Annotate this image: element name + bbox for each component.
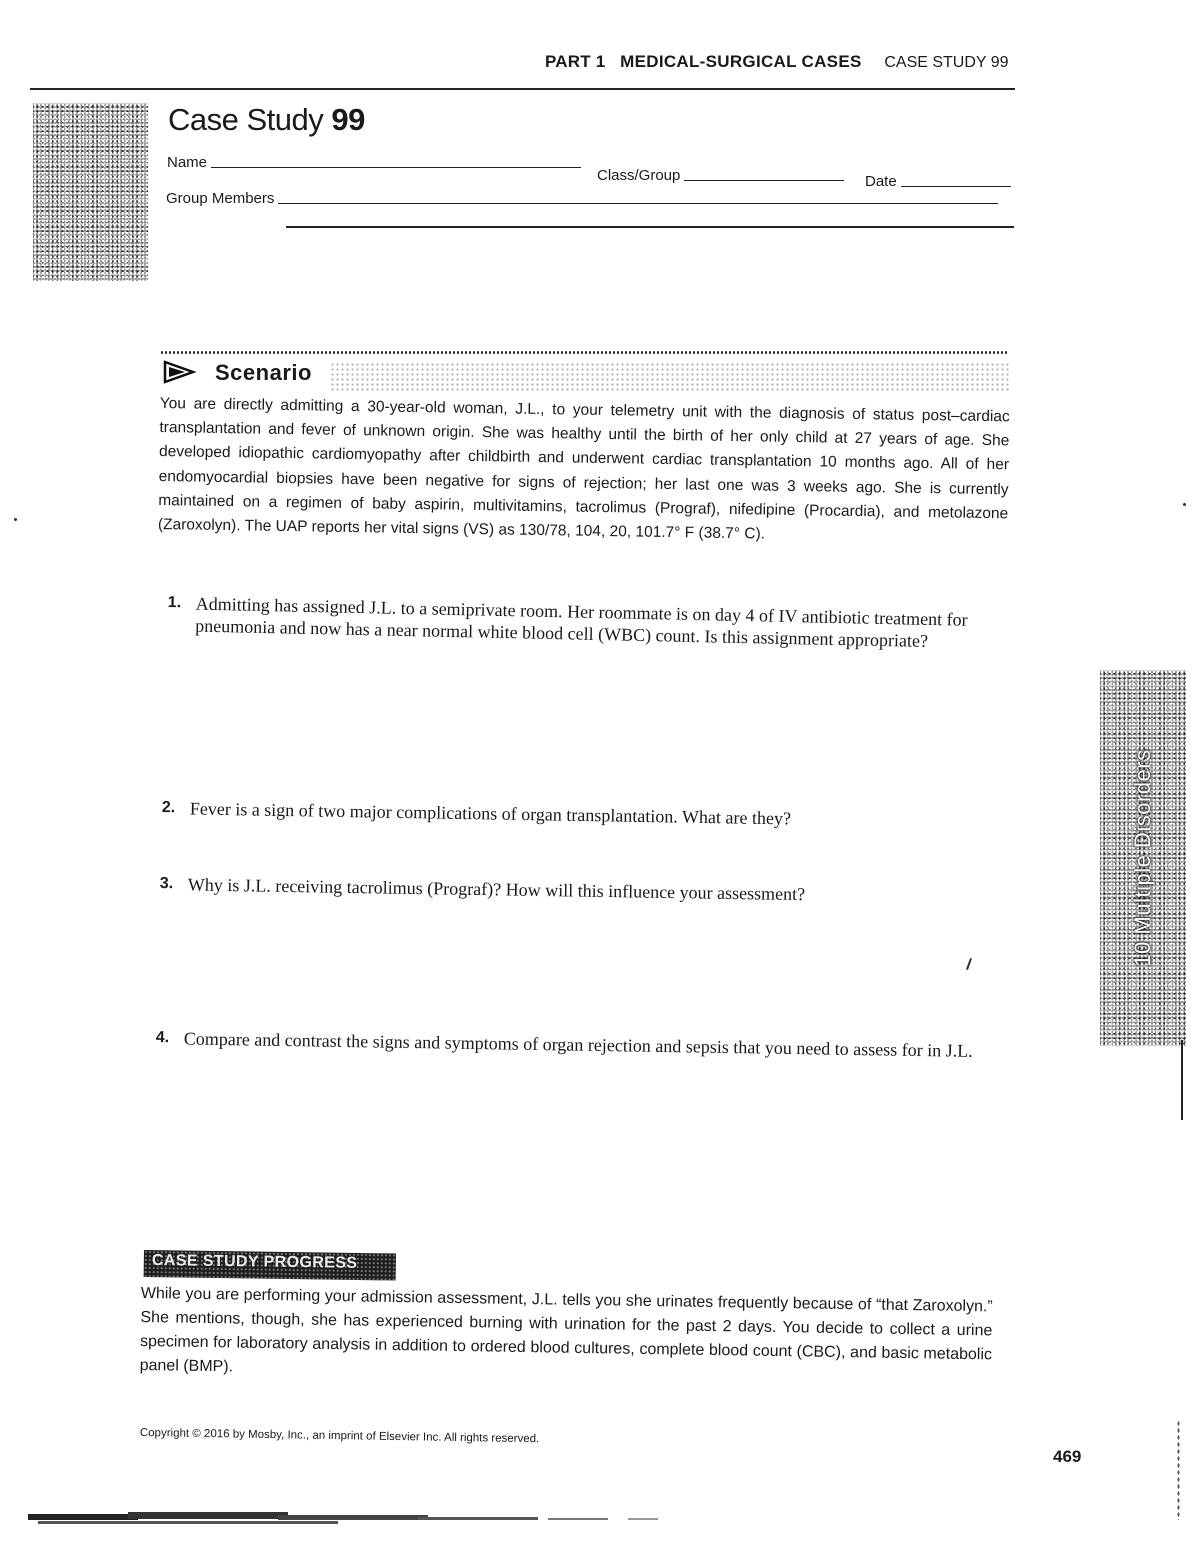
class-group-label: Class/Group <box>597 167 681 184</box>
date-blank[interactable] <box>901 185 1011 187</box>
name-label: Name <box>167 154 208 171</box>
group-members-field[interactable] <box>166 190 1004 207</box>
chapter-side-tab-label: 10 Multiple Disorders <box>1130 749 1155 967</box>
class-group-blank[interactable] <box>684 179 844 181</box>
running-header <box>545 52 1009 72</box>
question-2 <box>162 797 982 833</box>
class-group-field[interactable] <box>597 167 850 184</box>
part-label: PART 1 <box>545 52 606 71</box>
group-members-label: Group Members <box>166 190 275 207</box>
question-3 <box>160 873 980 908</box>
header-rule <box>30 88 1015 90</box>
progress-text: While you are performing your admission assessment, J.L. tells you she urinates frequently because of “that Zaroxolyn.” She mentions, though, she has experienced burning with urination for the past 2 days. You decide to collect a urine specimen for laboratory analysis in addition to ordered blood cultures, complete blood count (CBC), and basic metabolic panel (BMP). <box>139 1284 993 1376</box>
question-text: Compare and contrast the signs and symptoms of organ rejection and sepsis that you need to assess for in J.L. <box>183 1028 973 1061</box>
progress-heading: CASE STUDY PROGRESS <box>151 1252 358 1272</box>
date-label: Date <box>865 173 897 190</box>
question-text: Why is J.L. receiving tacrolimus (Prograf)? How will this influence your assessment? <box>187 874 806 905</box>
question-text: Fever is a sign of two major complications of organ transplantation. What are they? <box>189 798 792 829</box>
name-blank[interactable] <box>211 166 581 168</box>
scenario-band <box>330 362 1010 392</box>
scenario-arrow-icon <box>163 360 197 384</box>
page-title <box>168 102 365 138</box>
case-label: CASE STUDY 99 <box>884 54 1009 71</box>
scenario-rule <box>160 350 1008 356</box>
question-4 <box>156 1027 1001 1062</box>
group-members-blank[interactable] <box>278 202 998 204</box>
question-number: 3. <box>159 874 174 893</box>
scan-dots <box>1177 1420 1180 1520</box>
stray-dot <box>14 518 17 521</box>
stray-mark <box>966 958 972 970</box>
question-1 <box>167 592 1008 654</box>
section-label: MEDICAL-SURGICAL CASES <box>620 52 862 71</box>
question-number: 2. <box>161 798 176 817</box>
question-text: Admitting has assigned J.L. to a semiprivate room. Her roommate is on day 4 of IV antibiotic treatment for pneumonia and now has a near normal white blood cell (WBC) count. Is this assignment appropriate? <box>195 593 968 651</box>
question-number: 4. <box>155 1028 170 1047</box>
title-number: 99 <box>331 102 365 137</box>
stray-dot <box>1183 503 1186 506</box>
question-number: 1. <box>167 593 182 612</box>
date-field[interactable] <box>865 173 1017 190</box>
page-number: 469 <box>1053 1447 1082 1466</box>
title-prefix: Case Study <box>168 102 324 137</box>
corner-decoration <box>33 103 148 281</box>
scenario-heading: Scenario <box>215 360 312 385</box>
copyright-notice: Copyright © 2016 by Mosby, Inc., an imprint of Elsevier Inc. All rights reserved. <box>139 1427 540 1446</box>
name-field[interactable] <box>167 154 587 171</box>
scan-smear <box>28 1506 668 1532</box>
scenario-text: You are directly admitting a 30-year-old woman, J.L., to your telemetry unit with the diagnosis of status post–cardiac transplantation and fever of unknown origin. She was healthy until the birth of her only child at 27 years of age. She developed idiopathic cardiomyopathy after childbirth and underwent cardiac transplantation 10 months ago. All of her endomyocardial biopsies have been negative for signs of rejection; her last one was 3 weeks ago. She is currently maintained on a regimen of baby aspirin, multivitamins, tacrolimus (Prograf), nifedipine (Procardia), and metolazone (Zaroxolyn). The UAP reports her vital signs (VS) as 130/78, 104, 20, 101.7° F (38.7° C). <box>157 394 1010 543</box>
group-members-blank-line-2[interactable] <box>286 226 1014 228</box>
side-rule <box>1181 1040 1183 1120</box>
